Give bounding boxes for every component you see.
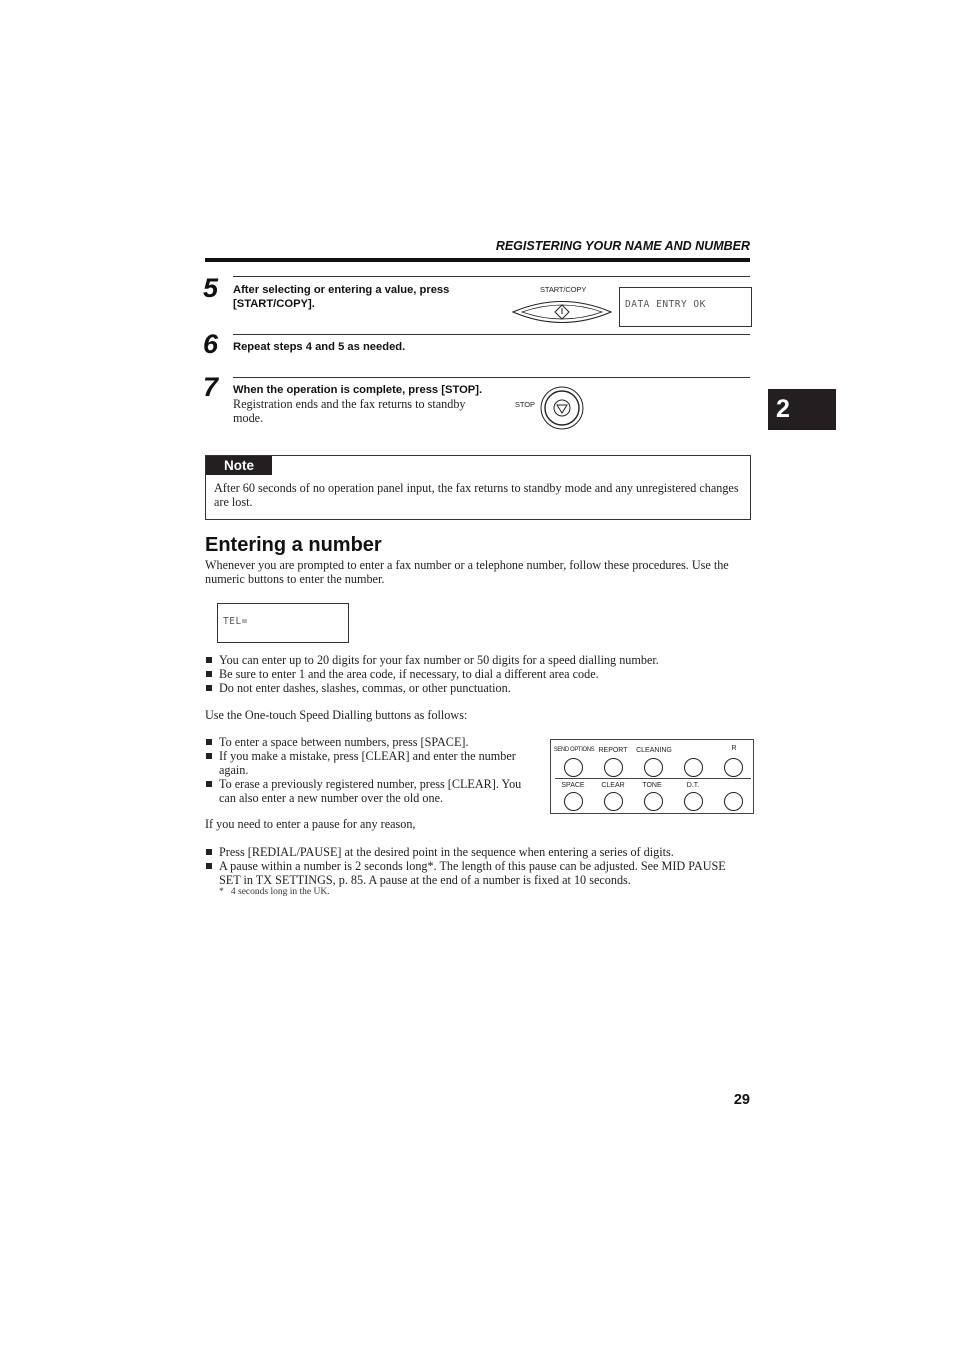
section-intro: Whenever you are prompted to enter a fax number or a telephone number, follow these procedures. Use the numeric buttons to enter the number. [205,558,729,586]
section-title: Entering a number [205,534,382,556]
step-7-title: When the operation is complete, press [STOP]. [233,384,483,396]
footnote: * 4 seconds long in the UK. [219,887,330,897]
one-touch-button[interactable] [564,758,583,777]
one-touch-button[interactable] [604,758,623,777]
step-5-rule [233,276,750,277]
list-item: Do not enter dashes, slashes, commas, or other punctuation. [205,681,750,695]
step-7-body: Registration ends and the fax returns to standby mode. [233,397,466,425]
step-6-rule [233,334,750,335]
one-touch-button[interactable] [684,758,703,777]
pause-list [205,845,735,887]
stop-button[interactable] [539,385,585,431]
step-6-title: Repeat steps 4 and 5 as needed. [233,341,406,353]
lcd-data-entry-ok [619,287,752,327]
start-copy-button[interactable] [510,297,614,327]
entry-rules-list [205,653,750,695]
panel-label-dt: D.T. [686,782,700,789]
panel-label-send-options: SEND OPTIONS [553,747,595,753]
panel-label-clear: CLEAR [601,782,625,789]
step-7-number: 7 [203,372,219,402]
chapter-tab: 2 [768,389,836,430]
panel-label-space: SPACE [561,782,585,789]
step-5-number: 5 [203,273,219,303]
space-button[interactable] [564,792,583,811]
one-touch-button[interactable] [644,758,663,777]
panel-divider [555,778,751,779]
step-5-title: After selecting or entering a value, press [START/COPY]. [233,284,450,310]
step-6-number: 6 [203,329,219,359]
panel-label-r: R [731,745,737,752]
clear-button[interactable] [604,792,623,811]
running-head: REGISTERING YOUR NAME AND NUMBER [495,239,750,253]
list-item: You can enter up to 20 digits for your fax number or 50 digits for a speed dialling number. [205,653,750,667]
list-item: Press [REDIAL/PAUSE] at the desired point in the sequence when entering a series of digits. [205,845,735,859]
note-text: After 60 seconds of no operation panel input, the fax returns to standby mode and any unregistered changes are lost. [214,481,739,509]
one-touch-button[interactable] [724,792,743,811]
start-copy-label: START/COPY [540,285,587,294]
lcd-tel [217,603,349,643]
note-label: Note [206,456,272,475]
page-number: 29 [733,1092,750,1108]
one-touch-button[interactable] [724,758,743,777]
stop-label: STOP [515,400,535,409]
panel-label-tone: TONE [642,782,662,789]
panel-label-cleaning: CLEANING [636,747,672,754]
tone-button[interactable] [644,792,663,811]
one-touch-intro: Use the One-touch Speed Dialling buttons as follows: [205,708,468,722]
list-item: If you make a mistake, press [CLEAR] and enter the number again. [205,749,539,777]
pause-intro: If you need to enter a pause for any reason, [205,817,416,831]
list-item: A pause within a number is 2 seconds long*. The length of this pause can be adjusted. See MID PAUSE SET in TX SETTINGS, p. 85. A pause at the end of a number is fixed at 10 seconds. [205,859,735,887]
header-rule [205,258,750,262]
step-7-rule [233,377,750,378]
lcd-tel-text: TEL= [223,616,248,627]
list-item: To enter a space between numbers, press [SPACE]. [205,735,539,749]
one-touch-panel [550,739,754,814]
lcd-text: DATA ENTRY OK [625,299,706,310]
panel-label-report: REPORT [598,747,628,754]
stop-button-inner-ring [545,391,579,425]
dt-button[interactable] [684,792,703,811]
one-touch-list [205,735,539,805]
list-item: To erase a previously registered number, press [CLEAR]. You can also enter a new number over the old one. [205,777,539,805]
list-item: Be sure to enter 1 and the area code, if necessary, to dial a different area code. [205,667,750,681]
